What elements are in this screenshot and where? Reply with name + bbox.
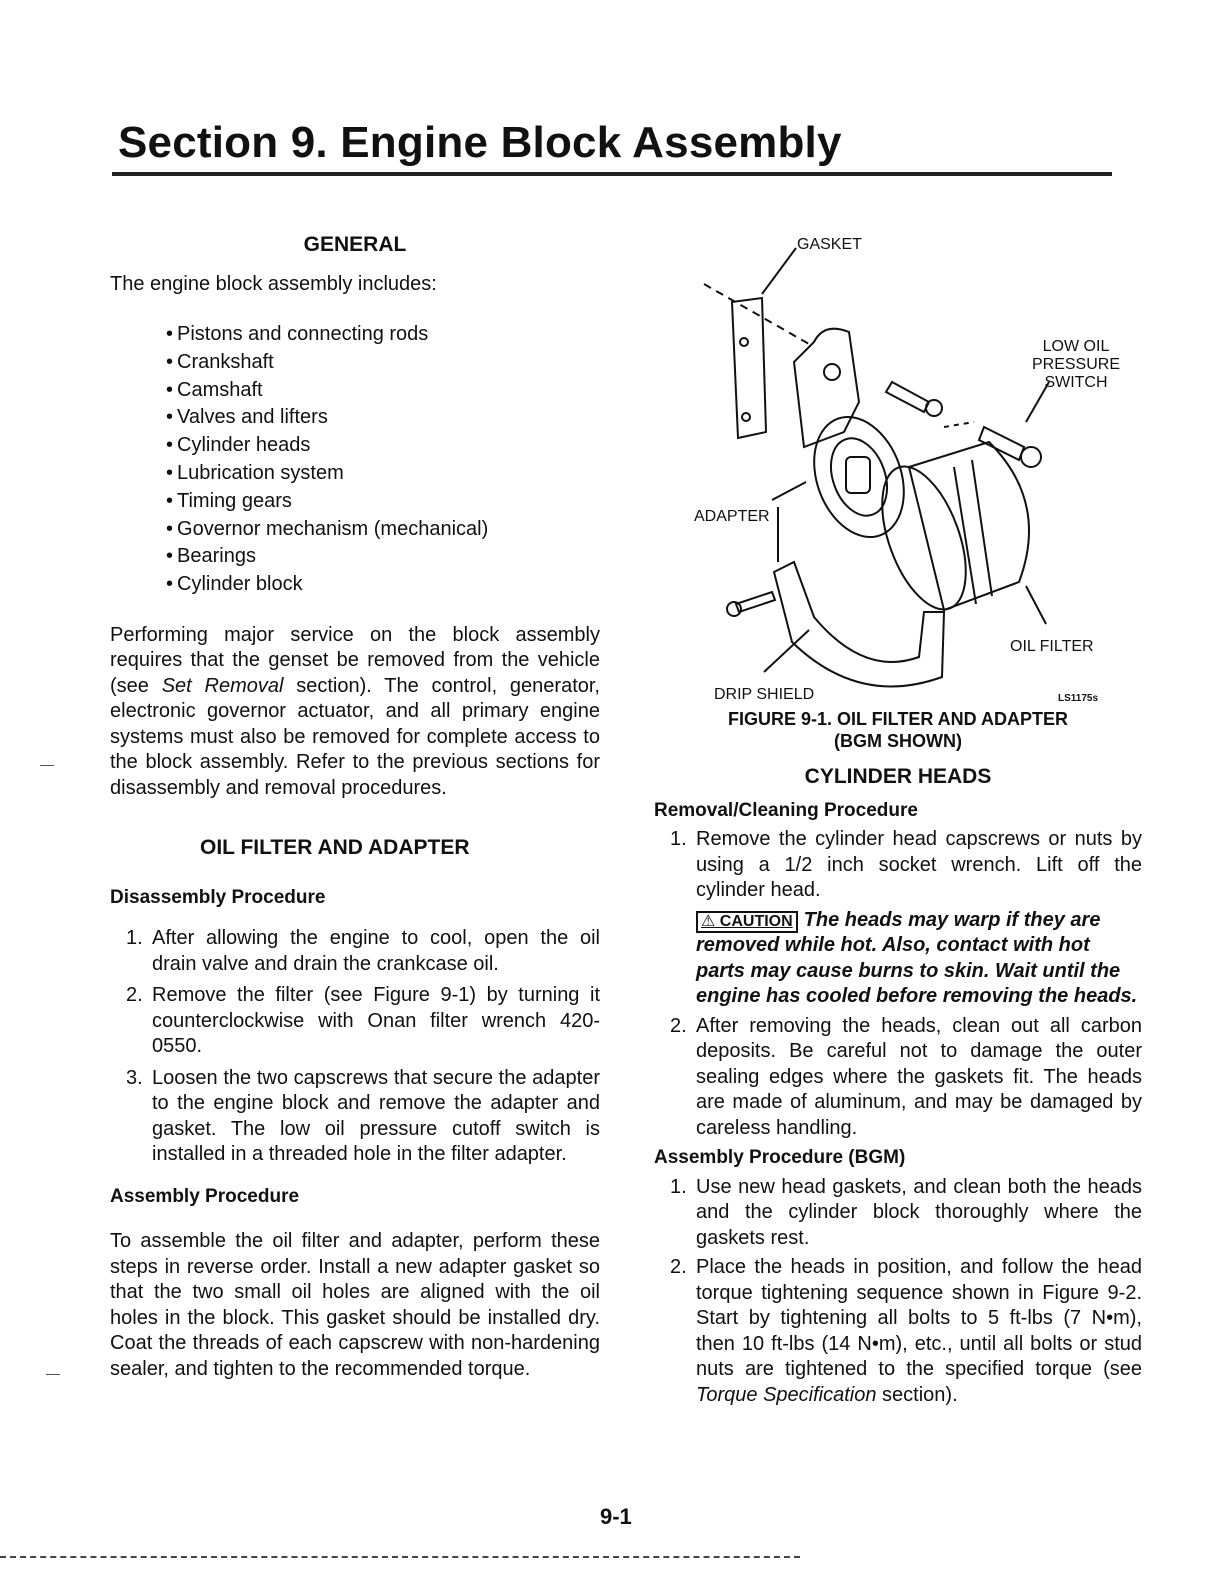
title-rule [112,172,1112,176]
torque-spec-ref: Torque Specification [696,1383,877,1406]
general-paragraph-text: section). The control, generator, electronic governor actuator, and all primary engine systems must also be removed for complete access to the block assembly. Refer to the previous sections for disassembly and removal procedures. [110,674,600,799]
removal-steps [654,827,1142,904]
assembly-components-list [110,321,600,599]
label-line: PRESSURE [1031,356,1121,373]
step-text-part: section). [876,1383,958,1406]
caption-line: FIGURE 9-1. OIL FILTER AND ADAPTER [727,709,1068,729]
removal-heading: Removal/Cleaning Procedure [654,799,918,821]
list-item: • Crankshaft [166,349,600,377]
assembly-paragraph: To assemble the oil filter and adapter, perform these steps in reverse order. Install a new adapter gasket so that the two small oil holes are aligned with the oil holes in the block. This gasket should be installed dry. Coat the threads of each capscrew with non-hardening sealer, and tighten to the recommended torque. [110,1230,600,1380]
oil-filter-diagram [654,232,1142,702]
step-text: After allowing the engine to cool, open the oil drain valve and drain the crankcase oil. [152,927,600,975]
caution-notice [696,908,1142,1010]
caution-text: The heads may warp if they are removed while hot. Also, contact with hot parts may cause burns to skin. Wait until the engine has cooled before removing the heads. [696,908,1138,1007]
list-item [110,926,600,977]
step-text [696,1256,1142,1406]
list-item [110,1066,600,1168]
drip-shield-shape [774,562,944,686]
step-number: 1. [126,927,143,950]
step-text: Remove the cylinder head capscrews or nuts by using a 1/2 inch socket wrench. Lift off the cylinder head. [696,828,1142,901]
list-item [110,983,600,1060]
oil-filter-shape [909,442,1029,610]
step-text: Use new head gaskets, and clean both the heads and the cylinder block thoroughly where the gaskets rest. [696,1175,1142,1249]
list-item: • Camshaft [166,377,600,405]
step-number: 2. [670,1014,687,1037]
bgm-assembly-heading: Assembly Procedure (BGM) [654,1147,906,1168]
list-item [654,1255,1142,1408]
label-line: SWITCH [1044,374,1108,391]
disassembly-steps [110,926,600,1168]
oil-filter-heading: OIL FILTER AND ADAPTER [200,836,470,860]
general-paragraph [110,623,600,802]
low-oil-pressure-switch-label [1026,338,1126,392]
figure-caption [654,708,1142,752]
step-number: 1. [670,828,687,850]
list-item: • Pistons and connecting rods [166,321,600,349]
figure-oil-filter-adapter [654,232,1142,702]
list-item: • Cylinder block [166,571,600,599]
list-item [654,1175,1142,1252]
list-item: • Governor mechanism (mechanical) [166,516,600,544]
caution-badge: ⚠ CAUTION [696,911,798,933]
disassembly-heading: Disassembly Procedure [110,886,326,908]
list-item [654,827,1142,904]
list-item [654,1014,1142,1142]
general-intro: The engine block assembly includes: [110,272,437,295]
oil-filter-label: OIL FILTER [1010,638,1094,655]
step-text: After removing the heads, clean out all carbon deposits. Be careful not to damage the outer sealing edges where the gaskets fit. The heads are made of aluminum, and may be damaged by careless handling. [696,1014,1142,1139]
list-item: • Lubrication system [166,460,600,488]
page-title: Section 9. Engine Block Assembly [118,118,842,167]
adapter-label: ADAPTER [694,508,770,525]
step-text-part: Place the heads in position, and follow the head torque tightening sequence shown in Figure 9-2. Start by tightening all bolts to 5 ft-lbs (7 N•m), then 10 ft-lbs (14 N•m), etc., until all bolts or stud nuts are tightened to the specified torque (see [696,1256,1142,1380]
step-number: 3. [126,1066,143,1089]
gasket-label: GASKET [797,236,862,253]
list-item: • Cylinder heads [166,432,600,460]
removal-steps-continued [654,1014,1142,1142]
label-line: LOW OIL [1042,338,1110,355]
adapter-ring-shape [798,404,919,549]
right-column [654,232,1142,1408]
list-item: • Valves and lifters [166,404,600,432]
margin-mark [40,765,54,766]
step-text: Remove the filter (see Figure 9-1) by turning it counterclockwise with Onan filter wrench 420-0550. [152,984,600,1058]
step-number: 1. [670,1175,687,1198]
page-number: 9-1 [600,1504,632,1529]
left-column [110,232,600,1382]
footer-rule [0,1556,800,1558]
bgm-assembly-steps [654,1175,1142,1409]
capscrew-shape [886,382,929,412]
list-item: • Bearings [166,543,600,571]
step-text: Loosen the two capscrews that secure the adapter to the engine block and remove the adapter and gasket. The low oil pressure cutoff switch is installed in a threaded hole in the filter adapter. [152,1066,600,1166]
general-paragraph-text: Performing major service on the block assembly requires that the genset be removed from the vehicle (see [110,623,600,697]
general-heading: GENERAL [303,233,407,256]
margin-mark [46,1374,60,1375]
cylinder-heads-heading: CYLINDER HEADS [804,765,992,788]
step-number: 2. [126,984,143,1007]
caption-line: (BGM SHOWN) [834,731,962,751]
figure-code: LS1175s [1058,693,1099,704]
drip-shield-label: DRIP SHIELD [714,686,815,703]
set-removal-ref: Set Removal [161,674,284,697]
assembly-heading: Assembly Procedure [110,1185,300,1207]
adapter-bracket-shape [794,329,859,447]
step-number: 2. [670,1256,687,1278]
list-item: • Timing gears [166,488,600,516]
